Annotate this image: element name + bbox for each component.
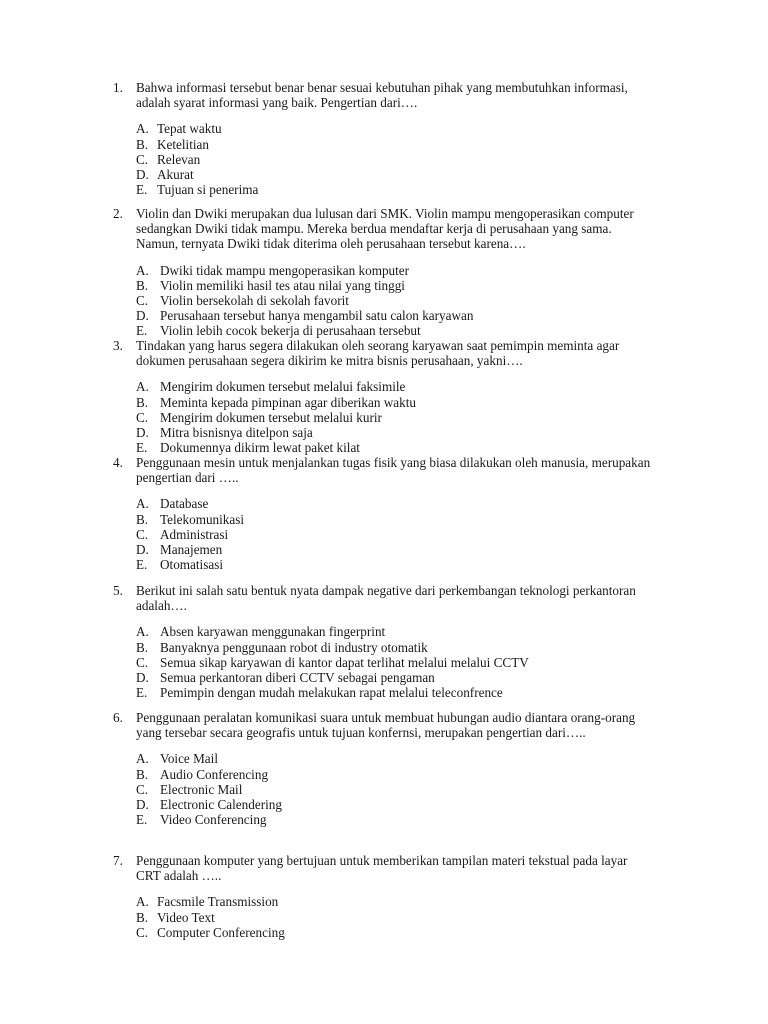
option-a bbox=[136, 751, 653, 766]
option-letter: B. bbox=[136, 394, 149, 410]
option-text: Mengirim dokumen tersebut melalui kurir bbox=[160, 409, 382, 425]
option-text: Video Text bbox=[157, 909, 215, 925]
question-text: Penggunaan komputer yang bertujuan untuk memberikan tampilan materi tekstual pada layar CRT adalah ….. bbox=[136, 853, 628, 884]
option-letter: D. bbox=[136, 670, 149, 686]
question-number: 4. bbox=[113, 455, 123, 470]
question-number: 6. bbox=[113, 710, 123, 725]
question-1 bbox=[113, 80, 653, 197]
option-b bbox=[136, 910, 653, 925]
option-letter: D. bbox=[136, 425, 149, 441]
option-a bbox=[136, 121, 653, 136]
question-number: 1. bbox=[113, 80, 123, 95]
option-letter: A. bbox=[136, 894, 149, 910]
option-letter: C. bbox=[136, 781, 149, 797]
options-list bbox=[136, 121, 653, 197]
option-text: Mitra bisnisnya ditelpon saja bbox=[160, 425, 313, 441]
option-text: Computer Conferencing bbox=[157, 924, 285, 940]
option-letter: B. bbox=[136, 277, 149, 293]
option-text: Relevan bbox=[157, 151, 201, 167]
option-letter: C. bbox=[136, 526, 149, 542]
option-e bbox=[136, 323, 653, 338]
option-b bbox=[136, 395, 653, 410]
option-text: Dwiki tidak mampu mengoperasikan komputer bbox=[160, 262, 410, 278]
option-text: Violin memiliki hasil tes atau nilai yang tinggi bbox=[160, 277, 405, 293]
option-letter: C. bbox=[136, 409, 149, 425]
option-c bbox=[136, 925, 653, 940]
option-text: Semua sikap karyawan di kantor dapat terlihat melalui melalui CCTV bbox=[160, 654, 529, 670]
option-d bbox=[136, 425, 653, 440]
option-text: Voice Mail bbox=[160, 751, 218, 767]
option-b bbox=[136, 512, 653, 527]
option-text: Administrasi bbox=[160, 526, 229, 542]
option-text: Banyaknya penggunaan robot di industry otomatik bbox=[160, 639, 428, 655]
option-text: Electronic Mail bbox=[160, 781, 243, 797]
option-text: Semua perkantoran diberi CCTV sebagai pengaman bbox=[160, 670, 435, 686]
option-text: Violin lebih cocok bekerja di perusahaan tersebut bbox=[160, 323, 421, 339]
option-a bbox=[136, 379, 653, 394]
option-text: Database bbox=[160, 496, 209, 512]
option-letter: A. bbox=[136, 496, 149, 512]
question-number: 2. bbox=[113, 206, 123, 221]
option-letter: E. bbox=[136, 557, 148, 573]
option-text: Violin bersekolah di sekolah favorit bbox=[160, 293, 349, 309]
option-e bbox=[136, 812, 653, 827]
question-text: Penggunaan mesin untuk menjalankan tugas fisik yang biasa dilakukan oleh manusia, merupakan pengertian dari ….. bbox=[136, 455, 651, 486]
option-text: Pemimpin dengan mudah melakukan rapat melalui teleconfrence bbox=[160, 685, 503, 701]
option-letter: C. bbox=[136, 151, 149, 167]
question-text: Bahwa informasi tersebut benar benar sesuai kebutuhan pihak yang membutuhkan informasi, adalah syarat informasi yang baik. Pengertian dari…. bbox=[136, 80, 628, 111]
option-text: Video Conferencing bbox=[160, 812, 267, 828]
question-7 bbox=[113, 853, 653, 940]
option-letter: D. bbox=[136, 167, 149, 183]
option-d bbox=[136, 167, 653, 182]
option-letter: A. bbox=[136, 379, 149, 395]
options-list bbox=[136, 379, 653, 455]
option-c bbox=[136, 527, 653, 542]
option-text: Otomatisasi bbox=[160, 557, 224, 573]
option-text: Absen karyawan menggunakan fingerprint bbox=[160, 624, 386, 640]
option-c bbox=[136, 152, 653, 167]
option-b bbox=[136, 137, 653, 152]
option-text: Tujuan si penerima bbox=[157, 182, 259, 198]
options-list bbox=[136, 624, 653, 700]
option-b bbox=[136, 278, 653, 293]
option-c bbox=[136, 293, 653, 308]
option-letter: E. bbox=[136, 812, 148, 828]
option-letter: B. bbox=[136, 136, 149, 152]
option-letter: E. bbox=[136, 685, 148, 701]
option-e bbox=[136, 182, 653, 197]
option-letter: E. bbox=[136, 323, 148, 339]
question-2 bbox=[113, 206, 653, 339]
option-text: Manajemen bbox=[160, 542, 223, 558]
option-letter: A. bbox=[136, 624, 149, 640]
question-text: Penggunaan peralatan komunikasi suara untuk membuat hubungan audio diantara orang-orang yang tersebar secara geografis untuk tujuan konfernsi, merupakan pengertian dari….. bbox=[136, 710, 636, 741]
option-e bbox=[136, 685, 653, 700]
option-letter: C. bbox=[136, 654, 149, 670]
option-letter: C. bbox=[136, 293, 149, 309]
option-letter: E. bbox=[136, 182, 148, 198]
option-a bbox=[136, 263, 653, 278]
question-number: 7. bbox=[113, 853, 123, 868]
question-3 bbox=[113, 338, 653, 455]
option-letter: D. bbox=[136, 797, 149, 813]
option-letter: A. bbox=[136, 121, 149, 137]
option-letter: B. bbox=[136, 766, 149, 782]
question-number: 5. bbox=[113, 583, 123, 598]
option-letter: D. bbox=[136, 542, 149, 558]
question-5 bbox=[113, 583, 653, 700]
option-c bbox=[136, 410, 653, 425]
options-list bbox=[136, 496, 653, 572]
option-c bbox=[136, 782, 653, 797]
option-text: Mengirim dokumen tersebut melalui faksimile bbox=[160, 379, 406, 395]
question-text: Violin dan Dwiki merupakan dua lulusan dari SMK. Violin mampu mengoperasikan computer sedangkan Dwiki tidak mampu. Mereka berdua mendaftar kerja di perusahaan yang sama. Namun, ternyata Dwiki tidak diterima oleh perusahaan tersebut karena…. bbox=[136, 206, 634, 252]
option-text: Electronic Calendering bbox=[160, 797, 282, 813]
option-text: Meminta kepada pimpinan agar diberikan waktu bbox=[160, 394, 416, 410]
option-d bbox=[136, 542, 653, 557]
option-text: Akurat bbox=[157, 167, 194, 183]
option-letter: D. bbox=[136, 308, 149, 324]
option-text: Facsmile Transmission bbox=[157, 894, 279, 910]
option-letter: B. bbox=[136, 511, 149, 527]
option-text: Telekomunikasi bbox=[160, 511, 245, 527]
options-list bbox=[136, 751, 653, 827]
option-d bbox=[136, 797, 653, 812]
option-text: Dokumennya dikirm lewat paket kilat bbox=[160, 440, 360, 456]
question-6 bbox=[113, 710, 653, 827]
option-text: Perusahaan tersebut hanya mengambil satu calon karyawan bbox=[160, 308, 474, 324]
option-text: Tepat waktu bbox=[157, 121, 222, 137]
option-d bbox=[136, 308, 653, 323]
option-d bbox=[136, 670, 653, 685]
option-letter: A. bbox=[136, 751, 149, 767]
question-number: 3. bbox=[113, 338, 123, 353]
options-list bbox=[136, 263, 653, 339]
option-e bbox=[136, 557, 653, 572]
option-text: Ketelitian bbox=[157, 136, 209, 152]
question-4 bbox=[113, 455, 653, 572]
options-list bbox=[136, 894, 653, 940]
option-text: Audio Conferencing bbox=[160, 766, 269, 782]
option-b bbox=[136, 640, 653, 655]
option-a bbox=[136, 894, 653, 909]
option-letter: C. bbox=[136, 924, 149, 940]
option-letter: E. bbox=[136, 440, 148, 456]
option-letter: B. bbox=[136, 909, 149, 925]
option-a bbox=[136, 496, 653, 511]
option-e bbox=[136, 440, 653, 455]
option-letter: B. bbox=[136, 639, 149, 655]
option-a bbox=[136, 624, 653, 639]
question-text: Tindakan yang harus segera dilakukan oleh seorang karyawan saat pemimpin meminta agar dokumen perusahaan segera dikirim ke mitra bisnis perusahaan, yakni…. bbox=[136, 338, 620, 369]
option-b bbox=[136, 767, 653, 782]
question-text: Berikut ini salah satu bentuk nyata dampak negative dari perkembangan teknologi perkantoran adalah…. bbox=[136, 583, 636, 614]
option-c bbox=[136, 655, 653, 670]
option-letter: A. bbox=[136, 262, 149, 278]
